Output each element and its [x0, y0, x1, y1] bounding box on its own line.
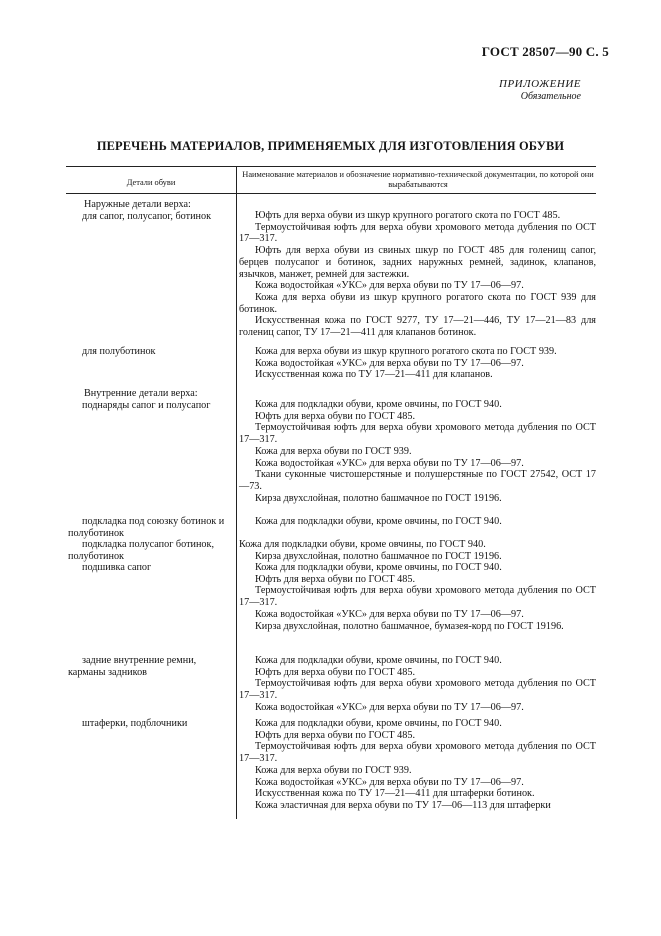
material-entry: Юфть для верха обуви по ГОСТ 485.: [255, 410, 416, 422]
table-row-right: [239, 210, 596, 339]
table-row-right: [239, 655, 596, 714]
material-entry: Кожа для подкладки обуви, кроме овчины, по ГОСТ 940.: [255, 718, 502, 729]
material-entry: Термоустойчивая юфть для верха обуви хромового метода дубления по ОСТ 17—317.: [239, 221, 596, 245]
table-row-right: [239, 539, 596, 562]
table-header-rule: [66, 193, 596, 194]
table-row-right: [239, 562, 596, 632]
material-entry: Кожа водостойкая «УКС» для верха обуви по ТУ 17—06—97.: [255, 280, 524, 292]
appendix-subtitle: Обязательное: [520, 91, 581, 102]
column-header-parts: Детали обуви: [126, 178, 176, 187]
material-entry: Кирза двухслойная, полотно башмачное по ГОСТ 19196.: [255, 492, 502, 504]
table-row-left: [68, 655, 234, 678]
material-entry: Кожа для верха обуви по ГОСТ 939.: [255, 445, 412, 457]
material-entry: Кожа водостойкая «УКС» для верха обуви по ТУ 17—06—97.: [255, 776, 524, 788]
row-label: для полуботинок: [82, 346, 156, 357]
material-entry: Юфть для верха обуви по ГОСТ 485.: [255, 729, 416, 741]
row-label: подкладка полусапог ботинок, полуботинок: [68, 539, 215, 562]
material-entry: Искусственная кожа по ТУ 17—21—411 для клапанов.: [255, 369, 493, 381]
material-entry: Юфть для верха обуви из свиных шкур по ГОСТ 485 для голенищ сапог, берцев полусапог и ботинок, задних наружных ремней, задинок, клапанов, язычков, манжет, ремней для застежки.: [239, 245, 596, 280]
row-label: поднаряды сапог и полусапог: [82, 399, 211, 411]
row-label: подшивка сапог: [82, 562, 152, 573]
row-label: штаферки, подблочники: [82, 718, 188, 729]
material-entry: Кожа для подкладки обуви, кроме овчины, по ГОСТ 940.: [255, 655, 502, 666]
row-label: Наружные детали верха:: [84, 199, 191, 210]
table-row-left: [68, 199, 234, 222]
material-entry: Кожа для подкладки обуви, кроме овчины, по ГОСТ 940.: [255, 399, 502, 410]
material-entry: Юфть для верха обуви по ГОСТ 485.: [255, 573, 416, 585]
document-title: ПЕРЕЧЕНЬ МАТЕРИАЛОВ, ПРИМЕНЯЕМЫХ ДЛЯ ИЗГОТОВЛЕНИЯ ОБУВИ: [96, 139, 565, 153]
material-entry: Термоустойчивая юфть для верха обуви хромового метода дубления по ОСТ 17—317.: [239, 741, 596, 765]
appendix-title: ПРИЛОЖЕНИЕ: [499, 78, 581, 90]
table-row-right: [239, 346, 596, 381]
row-label: задние внутренние ремни, карманы задников: [68, 655, 197, 678]
row-label: Внутренние детали верха:: [84, 388, 198, 399]
material-entry: Кожа для подкладки обуви, кроме овчины, по ГОСТ 940.: [239, 539, 486, 550]
material-entry: Кожа для подкладки обуви, кроме овчины, по ГОСТ 940.: [255, 562, 502, 573]
table-row-left: [68, 718, 234, 730]
table-row-right: [239, 399, 596, 504]
material-entry: Кирза двухслойная, полотно башмачное по ГОСТ 19196.: [255, 550, 502, 562]
material-entry: Юфть для верха обуви по ГОСТ 485.: [255, 666, 416, 678]
row-label: подкладка под союзку ботинок и полуботинок: [68, 516, 225, 539]
appendix-label: [499, 78, 581, 102]
material-entry: Кожа эластичная для верха обуви по ТУ 17—06—113 для штаферки: [255, 799, 551, 811]
table-top-rule: [66, 166, 596, 167]
table-row-left: [68, 516, 234, 539]
material-entry: Термоустойчивая юфть для верха обуви хромового метода дубления по ОСТ 17—317.: [239, 585, 596, 609]
table-row-right: [239, 516, 596, 528]
material-entry: Искусственная кожа по ГОСТ 9277, ТУ 17—21—446, ТУ 17—21—83 для голениц сапог, ТУ 17—21—411 для клапанов ботинок.: [239, 315, 596, 339]
table-row-left: [68, 346, 234, 358]
material-entry: Термоустойчивая юфть для верха обуви хромового метода дубления по ОСТ 17—317.: [239, 422, 596, 446]
material-entry: Искусственная кожа по ТУ 17—21—411 для штаферки ботинок.: [255, 788, 535, 800]
material-entry: Кожа для подкладки обуви, кроме овчины, по ГОСТ 940.: [255, 516, 502, 527]
table-row-left: [68, 562, 234, 574]
table-row-right: [239, 718, 596, 812]
material-entry: Кожа водостойкая «УКС» для верха обуви по ТУ 17—06—97.: [255, 701, 524, 713]
table-column-divider: [236, 167, 237, 819]
material-entry: Кожа для верха обуви из шкур крупного рогатого скота по ГОСТ 939.: [255, 346, 557, 357]
material-entry: Кожа водостойкая «УКС» для верха обуви по ТУ 17—06—97.: [255, 457, 524, 469]
material-entry: Термоустойчивая юфть для верха обуви хромового метода дубления по ОСТ 17—317.: [239, 678, 596, 702]
table-row-left: [68, 539, 234, 562]
material-entry: Кожа для верха обуви по ГОСТ 939.: [255, 764, 412, 776]
material-entry: Ткани суконные чистошерстяные и полушерстяные по ГОСТ 27542, ОСТ 17—73.: [239, 469, 596, 492]
material-entry: Юфть для верха обуви из шкур крупного рогатого скота по ГОСТ 485.: [255, 210, 561, 221]
material-entry: Кожа водостойкая «УКС» для верха обуви по ТУ 17—06—97.: [255, 357, 524, 369]
material-entry: Кирза двухслойная, полотно башмачное, бумазея-корд по ГОСТ 19196.: [255, 620, 564, 632]
column-header-materials: Наименование материалов и обозначение нормативно-технической документации, по которой они вырабатываются: [242, 170, 594, 189]
row-label: для сапог, полусапог, ботинок: [82, 210, 212, 222]
page-header-standard: ГОСТ 28507—90 С. 5: [481, 44, 609, 59]
table-row-left: [68, 388, 234, 411]
material-entry: Кожа для верха обуви из шкур крупного рогатого скота по ГОСТ 939 для ботинок.: [239, 291, 596, 315]
material-entry: Кожа водостойкая «УКС» для верха обуви по ТУ 17—06—97.: [255, 608, 524, 620]
